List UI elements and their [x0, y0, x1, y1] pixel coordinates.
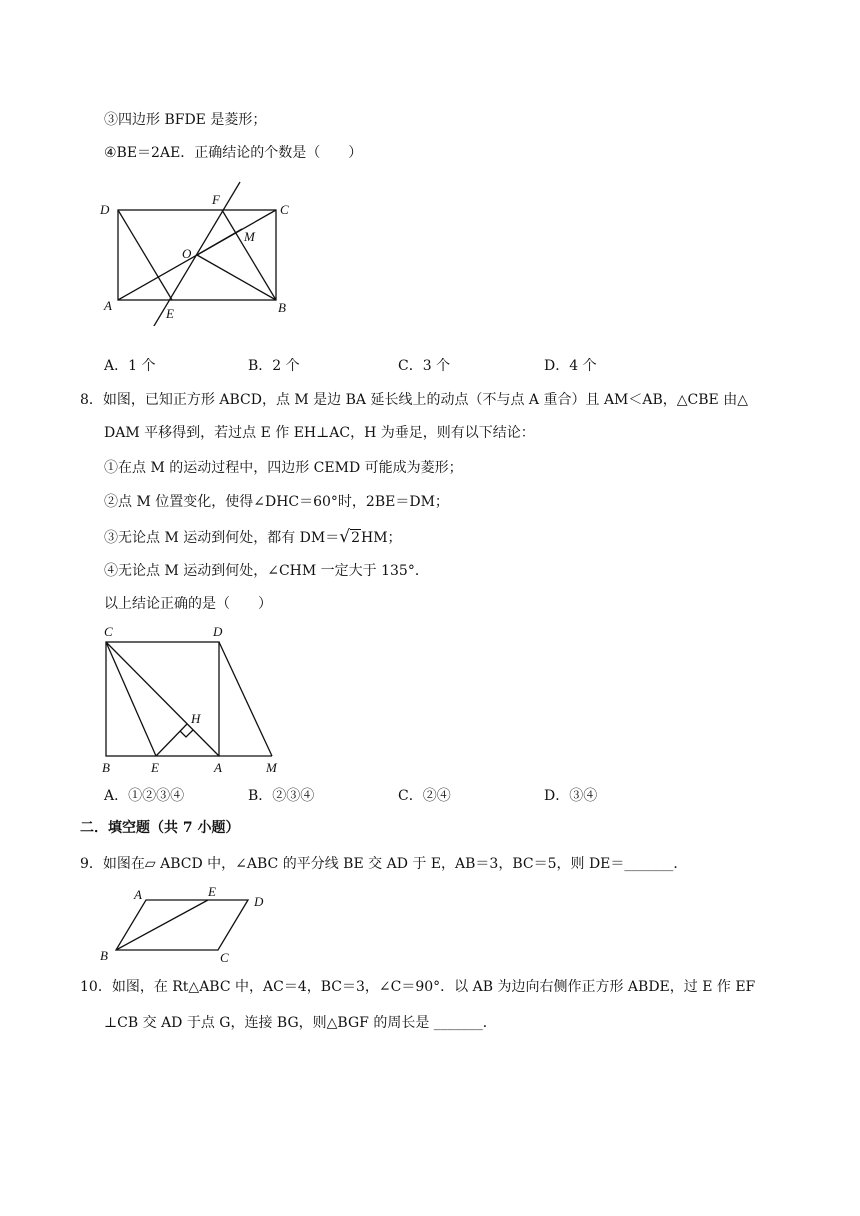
q8-square-diagram	[96, 624, 296, 776]
label-b: B	[100, 948, 108, 963]
q8-statement-1: ①在点 M 的运动过程中，四边形 CEMD 可能成为菱形；	[104, 460, 463, 476]
label-e: E	[151, 760, 159, 775]
label-d: D	[213, 624, 223, 639]
q7-choice-c[interactable]: C．3 个	[398, 358, 451, 374]
segment-eh	[156, 724, 187, 756]
q9-parallelogram-diagram	[96, 884, 276, 968]
q9-figure	[96, 884, 276, 972]
q7-figure	[96, 176, 306, 330]
label-a: A	[134, 887, 142, 902]
q8-choice-d[interactable]: D．③④	[544, 788, 598, 804]
label-d: D	[100, 202, 110, 217]
right-angle-mark	[180, 730, 193, 737]
q10-stem-line1: 10．如图，在 Rt△ABC 中，AC＝4，BC＝3，∠C＝90°．以 AB 为边向右侧作正方形 ABDE，过 E 作 EF	[80, 979, 756, 995]
label-e: E	[208, 884, 216, 899]
q7-statement-4: ④BE＝2AE．正确结论的个数是（ ）	[104, 145, 363, 161]
q8-statement-4: ④无论点 M 运动到何处，∠CHM 一定大于 135°．	[104, 563, 429, 579]
line-ef	[148, 182, 240, 326]
q9-stem: 9．如图在▱ ABCD 中，∠ABC 的平分线 BE 交 AD 于 E，AB＝3，BC＝5，则 DE＝_______．	[80, 856, 688, 872]
q8-statement-3-before: ③无论点 M 运动到何处，都有 DM＝	[104, 530, 340, 546]
diagonal-ca	[106, 642, 219, 756]
section-2-heading: 二．填空题（共 7 小题）	[80, 820, 240, 836]
label-e: E	[166, 306, 174, 321]
label-o: O	[182, 246, 192, 261]
q8-choice-a[interactable]: A．①②③④	[104, 788, 185, 804]
label-c: C	[104, 624, 113, 639]
label-a: A	[104, 298, 112, 313]
q8-statement-3	[104, 527, 402, 548]
q10-stem-line2: ⊥CB 交 AD 于点 G，连接 BG，则△BGF 的周长是 _______．	[104, 1015, 497, 1031]
label-b: B	[102, 760, 110, 775]
label-f: F	[212, 192, 220, 207]
q8-stem-line1: 8．如图，已知正方形 ABCD，点 M 是边 BA 延长线上的动点（不与点 A 重合）且 AM＜AB，△CBE 由△	[80, 392, 748, 408]
label-b: B	[278, 300, 286, 315]
parallelogram-abcd	[116, 900, 248, 950]
label-h: H	[191, 711, 201, 726]
q7-choice-b[interactable]: B．2 个	[248, 358, 300, 374]
label-c: C	[220, 950, 229, 965]
q7-rectangle-diagram	[96, 176, 306, 326]
q8-prompt: 以上结论正确的是（ ）	[104, 596, 272, 612]
q8-statement-3-after: HM；	[361, 530, 402, 546]
q8-choice-b[interactable]: B．②③④	[248, 788, 315, 804]
label-m: M	[266, 760, 277, 775]
segment-fb	[222, 210, 276, 300]
segment-ce	[106, 642, 156, 756]
segment-ob	[197, 255, 276, 300]
segment-dm	[219, 642, 272, 756]
label-c: C	[280, 202, 289, 217]
segment-de	[118, 210, 172, 300]
q7-statement-3: ③四边形 BFDE 是菱形；	[104, 112, 267, 128]
segment-be	[116, 900, 208, 950]
q7-choice-a[interactable]: A．1 个	[104, 358, 156, 374]
q8-statement-2: ②点 M 位置变化，使得∠DHC＝60°时，2BE＝DM；	[104, 494, 449, 510]
label-d: D	[254, 894, 264, 909]
q7-choice-d[interactable]: D．4 个	[544, 358, 597, 374]
q8-stem-line2: DAM 平移得到，若过点 E 作 EH⊥AC，H 为垂足，则有以下结论：	[104, 425, 535, 441]
q8-figure	[96, 624, 296, 780]
label-a: A	[214, 760, 222, 775]
q8-choice-c[interactable]: C．②④	[398, 788, 451, 804]
sqrt-radicand: 2	[351, 530, 361, 546]
sqrt-symbol: √	[339, 527, 351, 547]
label-m: M	[244, 229, 255, 244]
